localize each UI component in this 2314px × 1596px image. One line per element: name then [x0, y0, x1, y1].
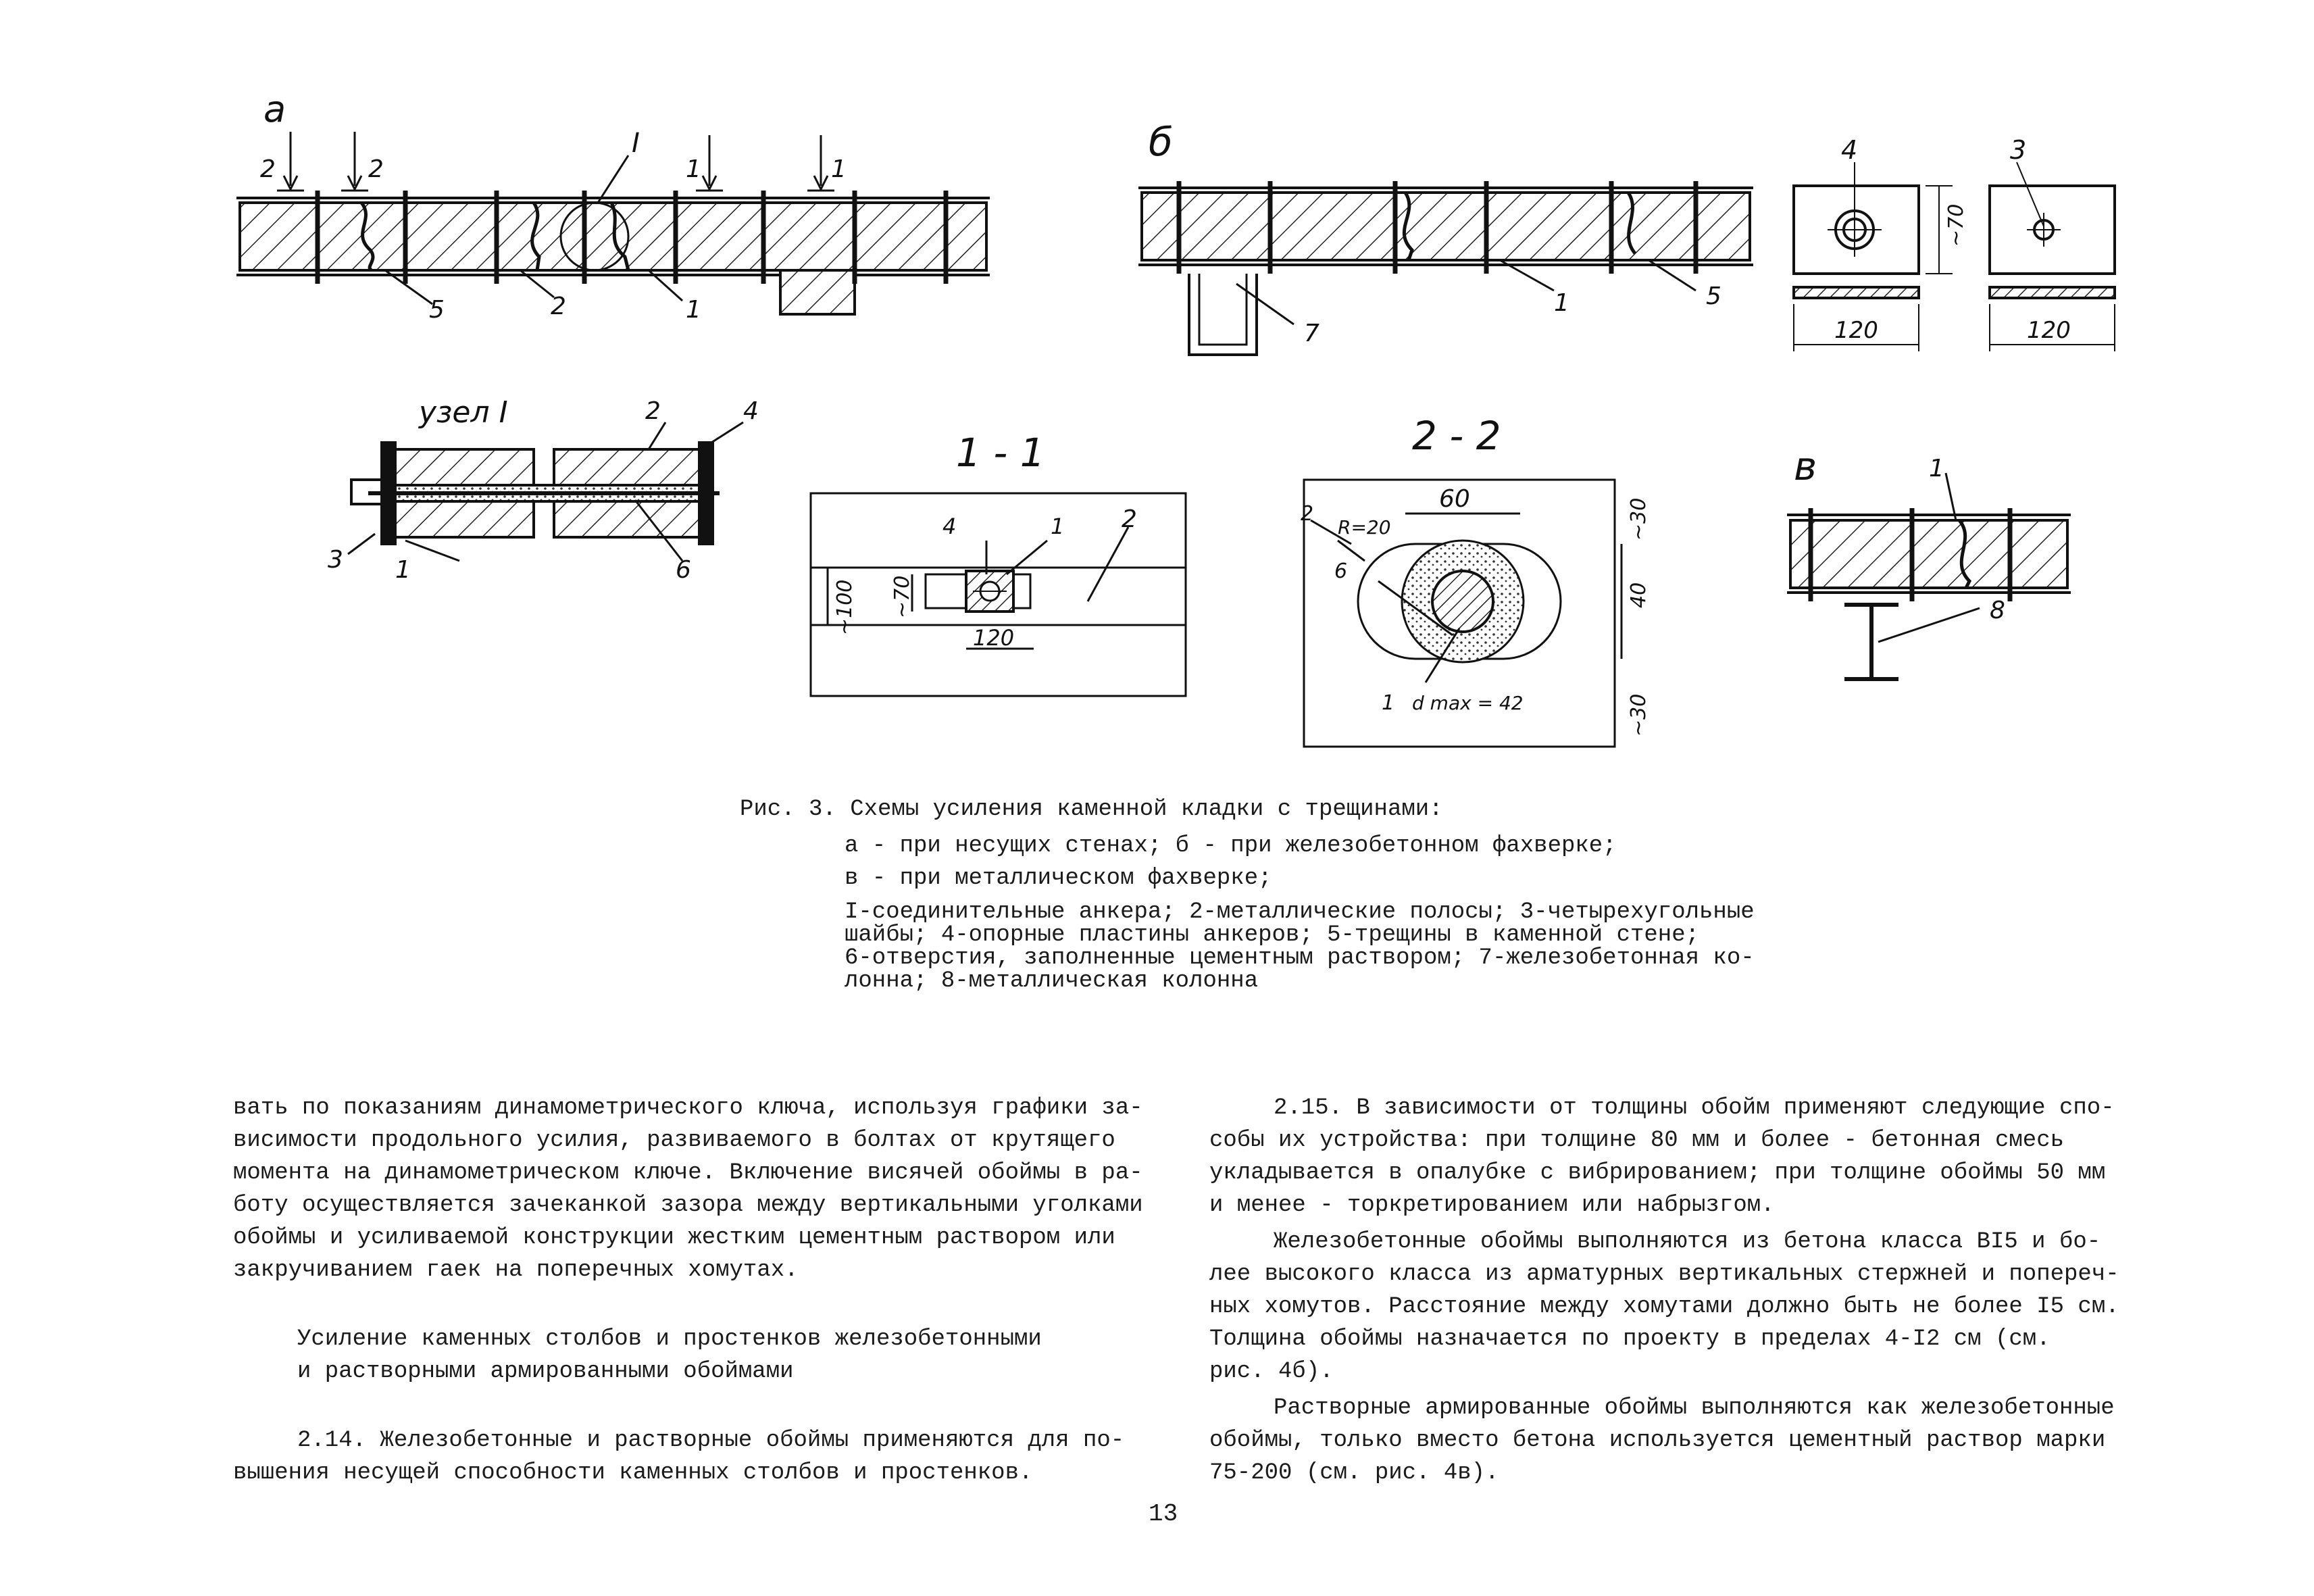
paragraph-line: момента на динамометрическом ключе. Включение висячей обоймы в ра- — [233, 1160, 1143, 1186]
paragraph-line: висимости продольного усилия, развиваемого в болтах от крутящего — [233, 1128, 1115, 1153]
figure-3-drawing — [0, 0, 2314, 784]
paragraph-line: и менее - торкретированием или набрызгом. — [1209, 1193, 1775, 1218]
diagram-v — [1787, 473, 2071, 679]
section-1-1-title: 1 - 1 — [956, 430, 1045, 476]
dim-sec11-100: ~100 — [833, 579, 857, 635]
section-heading: Усиление каменных столбов и простенков железобетонными — [297, 1326, 1042, 1352]
dim-sec22-dmax: d max = 42 — [1412, 692, 1524, 714]
paragraph-line: обоймы и усиливаемой конструкции жестким цементным раствором или — [233, 1225, 1115, 1251]
caption-line: 6-отверстия, заполненные цементным раствором; 7-железобетонная ко- — [845, 945, 1755, 971]
section-heading: и растворными армированными обоймами — [297, 1359, 794, 1385]
diagram-b — [1138, 181, 1753, 355]
label-a-sec1-right: 1 — [831, 155, 847, 183]
dim-sec22-40: 40 — [1627, 582, 1651, 608]
paragraph-line: боту осуществляется зачеканкой зазора между вертикальными уголками — [233, 1193, 1143, 1218]
label-a-sec2-left: 2 — [260, 155, 276, 183]
label-a-sec1-left: 1 — [686, 155, 701, 183]
label-a-2: 2 — [551, 293, 566, 320]
label-v-1: 1 — [1929, 455, 1944, 482]
dim-plate4-120: 120 — [1834, 317, 1878, 344]
label-a-5: 5 — [429, 296, 445, 324]
paragraph-line: собы их устройства: при толщине 80 мм и более - бетонная смесь — [1209, 1128, 2065, 1153]
label-v-8: 8 — [1990, 597, 2005, 624]
dim-plate-70: ~70 — [1944, 203, 1968, 247]
dim-sec11-120: 120 — [973, 625, 1015, 651]
label-a-node-I: I — [632, 128, 640, 159]
label-plate-3: 3 — [2010, 135, 2027, 165]
dim-sec22-30-top: ~30 — [1627, 497, 1651, 541]
label-a-1: 1 — [686, 296, 701, 324]
paragraph-line: вать по показаниям динамометрического ключа, используя графики за- — [233, 1095, 1143, 1121]
label-node-1: 1 — [395, 556, 411, 584]
label-b: б — [1149, 119, 1173, 165]
dim-sec22-60: 60 — [1439, 485, 1470, 513]
caption-line: в - при металлическом фахверке; — [845, 866, 1272, 891]
paragraph-line: ных хомутов. Расстояние между хомутами должно быть не более I5 см. — [1209, 1294, 2119, 1320]
label-node-2: 2 — [645, 397, 661, 425]
paragraph-line: 75-200 (см. рис. 4в). — [1209, 1460, 1499, 1486]
paragraph-line: вышения несущей способности каменных столбов и простенков. — [233, 1460, 1033, 1486]
label-sec11-2: 2 — [1122, 505, 1137, 533]
caption-line: шайбы; 4-опорные пластины анкеров; 5-трещины в каменной стене; — [845, 922, 1700, 948]
label-sec22-6: 6 — [1334, 559, 1348, 583]
caption-line: а - при несущих стенах; б - при железобетонном фахверке; — [845, 833, 1617, 859]
caption-line: лонна; 8-металлическая колонна — [845, 968, 1259, 994]
label-plate-4: 4 — [1841, 135, 1858, 165]
paragraph-line: 2.14. Железобетонные и растворные обоймы применяются для по- — [297, 1428, 1125, 1453]
paragraph-line: укладывается в опалубке с вибрированием; при толщине обоймы 50 мм — [1209, 1160, 2106, 1186]
paragraph-line: Железобетонные обоймы выполняются из бетона класса BI5 и бо- — [1274, 1229, 2101, 1255]
page-number: 13 — [1149, 1500, 1178, 1528]
dim-sec11-70: ~70 — [890, 575, 914, 618]
paragraph-line: 2.15. В зависимости от толщины обойм применяют следующие спо- — [1274, 1095, 2115, 1121]
label-v: в — [1794, 443, 1817, 489]
node-I-drawing — [348, 422, 743, 561]
paragraph-line: обоймы, только вместо бетона используется цементный раствор марки — [1209, 1428, 2106, 1453]
section-2-2-title: 2 - 2 — [1412, 413, 1501, 459]
diagram-a — [236, 132, 990, 314]
caption-line: I-соединительные анкера; 2-металлические полосы; 3-четырехугольные — [845, 899, 1755, 925]
label-b-1: 1 — [1554, 289, 1569, 317]
label-node-4: 4 — [743, 397, 759, 425]
paragraph-line: закручиванием гаек на поперечных хомутах. — [233, 1257, 799, 1283]
label-sec11-1: 1 — [1051, 514, 1065, 539]
label-sec11-4: 4 — [942, 514, 957, 539]
label-b-5: 5 — [1706, 282, 1721, 310]
label-sec22-1: 1 — [1382, 691, 1395, 715]
label-a: а — [263, 88, 286, 130]
label-node-6: 6 — [676, 556, 691, 584]
node-I-title: узел I — [419, 395, 508, 430]
label-sec22-2: 2 — [1301, 502, 1314, 526]
paragraph-line: лее высокого класса из арматурных вертикальных стержней и попереч- — [1209, 1262, 2119, 1287]
paragraph-line: Толщина обоймы назначается по проекту в пределах 4-I2 см (см. — [1209, 1326, 2051, 1352]
paragraph-line: рис. 4б). — [1209, 1359, 1334, 1385]
label-node-3: 3 — [328, 546, 343, 574]
caption-title: Рис. 3. Схемы усиления каменной кладки с трещинами: — [740, 797, 1443, 822]
label-a-sec2-right: 2 — [368, 155, 384, 183]
paragraph-line: Растворные армированные обоймы выполняются как железобетонные — [1274, 1395, 2115, 1421]
dim-plate3-120: 120 — [2027, 317, 2071, 344]
label-b-7: 7 — [1304, 320, 1319, 347]
dim-sec22-30-bottom: ~30 — [1627, 693, 1651, 737]
dim-sec22-r20: R=20 — [1338, 516, 1391, 539]
